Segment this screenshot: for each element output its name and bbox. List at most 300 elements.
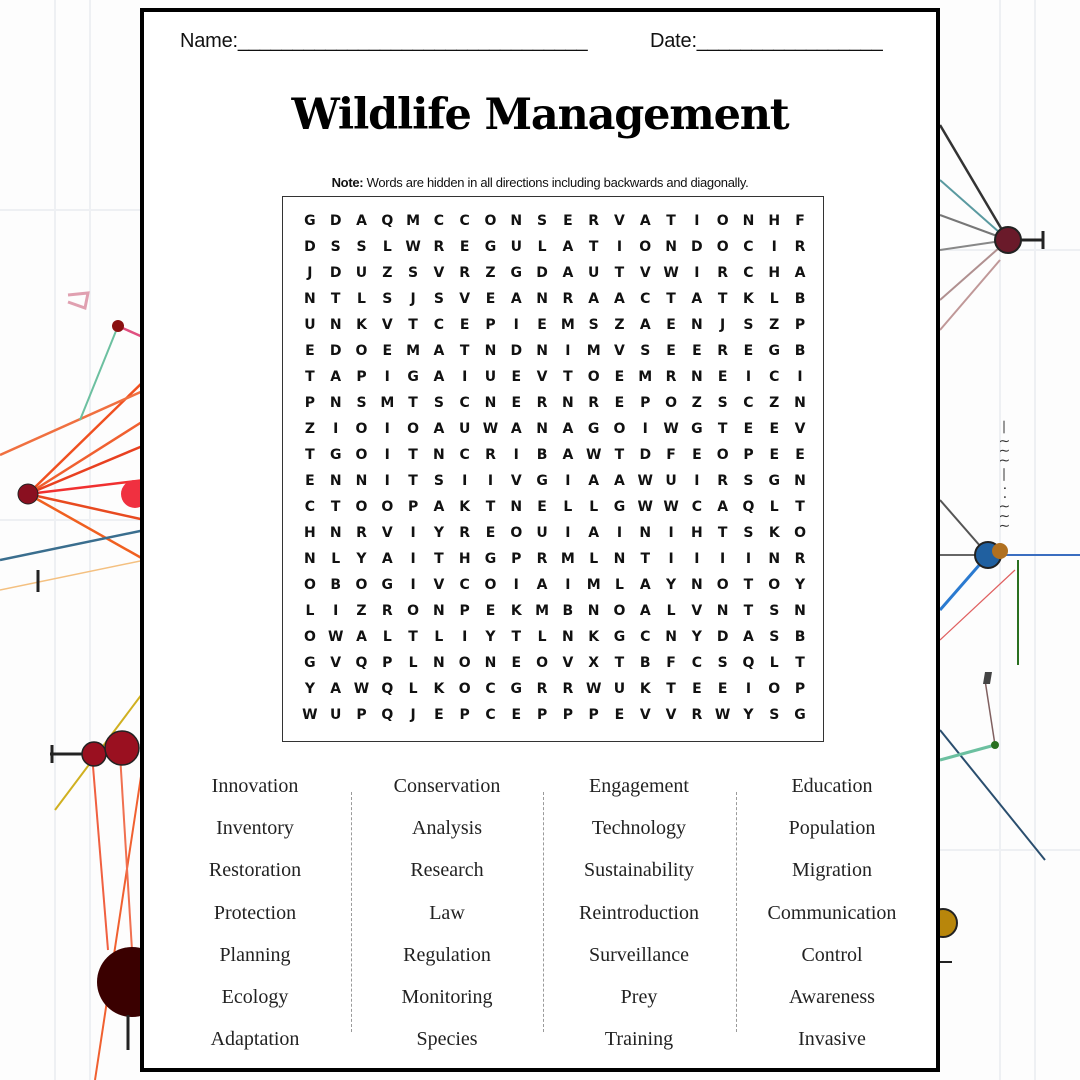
grid-letter[interactable]: E <box>563 213 573 229</box>
grid-letter[interactable]: D <box>536 265 548 281</box>
grid-letter[interactable]: L <box>382 239 392 255</box>
grid-letter[interactable]: V <box>794 421 806 437</box>
grid-letter[interactable]: N <box>329 395 342 411</box>
grid-letter[interactable]: I <box>668 551 674 567</box>
grid-letter[interactable]: L <box>408 655 418 671</box>
grid-letter[interactable]: O <box>768 681 781 697</box>
grid-letter[interactable]: T <box>717 421 728 437</box>
grid-letter[interactable]: T <box>614 447 625 463</box>
grid-letter[interactable]: L <box>434 629 444 645</box>
grid-letter[interactable]: C <box>459 447 470 463</box>
grid-letter[interactable]: O <box>639 239 652 255</box>
grid-letter[interactable]: I <box>384 473 390 489</box>
grid-letter[interactable]: I <box>410 551 416 567</box>
grid-letter[interactable]: N <box>794 473 806 489</box>
grid-letter[interactable]: I <box>797 369 803 385</box>
grid-letter[interactable]: V <box>639 707 651 723</box>
grid-letter[interactable]: G <box>304 655 316 671</box>
grid-letter[interactable]: I <box>384 447 390 463</box>
grid-letter[interactable]: V <box>433 577 445 593</box>
grid-letter[interactable]: G <box>484 551 497 567</box>
grid-letter[interactable]: A <box>381 551 393 567</box>
grid-letter[interactable]: R <box>536 681 548 697</box>
grid-letter[interactable]: O <box>716 577 729 593</box>
grid-letter[interactable]: Z <box>769 395 780 411</box>
grid-letter[interactable]: P <box>356 707 367 723</box>
grid-letter[interactable]: L <box>537 239 547 255</box>
grid-letter[interactable]: J <box>410 707 416 723</box>
grid-letter[interactable]: U <box>665 473 677 489</box>
grid-letter[interactable]: T <box>795 499 805 515</box>
grid-letter[interactable]: I <box>694 473 700 489</box>
grid-letter[interactable]: G <box>613 499 626 515</box>
grid-letter[interactable]: T <box>666 291 676 307</box>
grid-letter[interactable]: A <box>639 213 651 229</box>
grid-letter[interactable]: T <box>408 317 418 333</box>
grid-letter[interactable]: A <box>330 681 342 697</box>
grid-letter[interactable]: T <box>640 551 651 567</box>
grid-letter[interactable]: B <box>639 655 651 671</box>
grid-letter[interactable]: G <box>536 473 548 489</box>
grid-letter[interactable]: A <box>433 343 445 359</box>
grid-letter[interactable]: I <box>668 525 674 541</box>
grid-letter[interactable]: P <box>743 447 754 463</box>
grid-letter[interactable]: Z <box>614 317 625 333</box>
grid-letter[interactable]: K <box>768 525 780 541</box>
name-field[interactable]: Name:________________________________ <box>180 30 588 52</box>
grid-letter[interactable]: O <box>407 603 420 619</box>
grid-letter[interactable]: Z <box>769 317 780 333</box>
grid-letter[interactable]: G <box>691 421 703 437</box>
grid-letter[interactable]: W <box>482 421 499 437</box>
grid-letter[interactable]: S <box>537 213 548 229</box>
grid-letter[interactable]: Y <box>433 525 444 541</box>
grid-letter[interactable]: R <box>691 707 703 723</box>
grid-letter[interactable]: L <box>589 499 599 515</box>
grid-letter[interactable]: Q <box>381 213 394 229</box>
grid-letter[interactable]: E <box>459 317 470 333</box>
grid-letter[interactable]: R <box>459 265 471 281</box>
grid-letter[interactable]: C <box>459 213 470 229</box>
grid-letter[interactable]: I <box>565 525 571 541</box>
grid-letter[interactable]: S <box>769 629 780 645</box>
grid-letter[interactable]: R <box>562 291 574 307</box>
grid-letter[interactable]: D <box>510 343 523 359</box>
grid-letter[interactable]: A <box>433 421 445 437</box>
grid-letter[interactable]: L <box>769 499 779 515</box>
grid-letter[interactable]: V <box>330 655 342 671</box>
grid-letter[interactable]: S <box>433 395 444 411</box>
grid-letter[interactable]: O <box>355 577 368 593</box>
grid-letter[interactable]: E <box>717 681 728 697</box>
grid-letter[interactable]: I <box>565 343 571 359</box>
grid-letter[interactable]: A <box>639 577 651 593</box>
grid-letter[interactable]: C <box>640 629 651 645</box>
grid-letter[interactable]: Z <box>382 265 393 281</box>
grid-letter[interactable]: R <box>665 369 677 385</box>
grid-letter[interactable]: E <box>717 369 728 385</box>
grid-letter[interactable]: B <box>794 343 806 359</box>
grid-letter[interactable]: V <box>614 213 625 229</box>
date-field[interactable]: Date:_________________ <box>650 30 883 52</box>
grid-letter[interactable]: S <box>382 291 393 307</box>
grid-letter[interactable]: N <box>716 603 729 619</box>
grid-letter[interactable]: N <box>665 239 677 255</box>
grid-letter[interactable]: N <box>794 395 806 411</box>
grid-letter[interactable]: T <box>305 447 315 463</box>
grid-letter[interactable]: W <box>585 681 602 697</box>
grid-letter[interactable]: N <box>587 603 600 619</box>
grid-letter[interactable]: O <box>458 655 471 671</box>
grid-letter[interactable]: R <box>562 681 574 697</box>
grid-letter[interactable]: E <box>692 447 702 463</box>
grid-letter[interactable]: C <box>640 291 651 307</box>
grid-letter[interactable]: S <box>356 239 367 255</box>
grid-letter[interactable]: T <box>666 681 676 697</box>
grid-letter[interactable]: L <box>769 655 779 671</box>
grid-letter[interactable]: O <box>536 655 549 671</box>
grid-letter[interactable]: A <box>588 525 600 541</box>
grid-letter[interactable]: O <box>355 499 368 515</box>
grid-letter[interactable]: R <box>717 343 729 359</box>
grid-letter[interactable]: G <box>381 577 394 593</box>
grid-letter[interactable]: A <box>356 629 367 645</box>
grid-letter[interactable]: O <box>613 603 626 619</box>
grid-letter[interactable]: I <box>565 473 571 489</box>
grid-letter[interactable]: S <box>743 317 754 333</box>
grid-letter[interactable]: M <box>406 343 421 359</box>
grid-letter[interactable]: L <box>589 551 599 567</box>
grid-letter[interactable]: N <box>329 525 342 541</box>
grid-letter[interactable]: T <box>459 343 470 359</box>
grid-letter[interactable]: I <box>513 577 519 593</box>
grid-letter[interactable]: E <box>434 707 444 723</box>
grid-letter[interactable]: I <box>694 265 700 281</box>
grid-letter[interactable]: A <box>433 369 445 385</box>
grid-letter[interactable]: L <box>769 291 779 307</box>
grid-letter[interactable]: M <box>560 317 575 333</box>
grid-letter[interactable]: P <box>485 317 496 333</box>
grid-letter[interactable]: E <box>743 421 754 437</box>
grid-letter[interactable]: A <box>717 499 729 515</box>
grid-letter[interactable]: N <box>304 551 316 567</box>
grid-letter[interactable]: A <box>639 317 651 333</box>
grid-letter[interactable]: N <box>329 473 342 489</box>
grid-letter[interactable]: N <box>562 395 574 411</box>
grid-letter[interactable]: Y <box>356 551 367 567</box>
grid-letter[interactable]: P <box>459 707 470 723</box>
grid-letter[interactable]: Q <box>355 655 368 671</box>
grid-letter[interactable]: T <box>743 577 754 593</box>
grid-letter[interactable]: N <box>742 213 755 229</box>
grid-letter[interactable]: R <box>588 213 600 229</box>
grid-letter[interactable]: B <box>330 577 342 593</box>
grid-letter[interactable]: S <box>433 291 444 307</box>
grid-letter[interactable]: U <box>613 681 626 697</box>
grid-letter[interactable]: L <box>357 291 366 307</box>
grid-letter[interactable]: C <box>769 369 780 385</box>
grid-letter[interactable]: P <box>459 603 470 619</box>
grid-letter[interactable]: E <box>769 447 780 463</box>
grid-letter[interactable]: H <box>768 265 781 281</box>
grid-letter[interactable]: O <box>768 577 781 593</box>
grid-letter[interactable]: T <box>717 291 728 307</box>
grid-letter[interactable]: E <box>537 499 547 515</box>
grid-letter[interactable]: P <box>407 499 419 515</box>
grid-letter[interactable]: V <box>381 317 393 333</box>
grid-letter[interactable]: I <box>745 551 752 567</box>
grid-letter[interactable]: I <box>616 239 623 255</box>
grid-letter[interactable]: E <box>666 343 676 359</box>
grid-letter[interactable]: N <box>484 655 497 671</box>
grid-letter[interactable]: I <box>513 447 519 463</box>
grid-letter[interactable]: V <box>665 707 677 723</box>
grid-letter[interactable]: P <box>304 395 316 411</box>
grid-letter[interactable]: S <box>769 707 780 723</box>
grid-letter[interactable]: Y <box>691 629 702 645</box>
grid-letter[interactable]: M <box>560 551 575 567</box>
grid-letter[interactable]: O <box>716 239 729 255</box>
grid-letter[interactable]: W <box>585 447 602 463</box>
grid-letter[interactable]: N <box>433 655 445 671</box>
grid-letter[interactable]: G <box>613 629 626 645</box>
grid-letter[interactable]: E <box>537 317 547 333</box>
grid-letter[interactable]: R <box>794 551 806 567</box>
grid-letter[interactable]: D <box>304 239 316 255</box>
grid-letter[interactable]: G <box>768 343 780 359</box>
grid-letter[interactable]: Z <box>691 395 702 411</box>
grid-letter[interactable]: R <box>459 525 471 541</box>
grid-letter[interactable]: L <box>666 603 676 619</box>
grid-letter[interactable]: O <box>484 213 497 229</box>
grid-letter[interactable]: M <box>638 369 653 385</box>
grid-letter[interactable]: N <box>639 525 652 541</box>
grid-letter[interactable]: I <box>487 473 494 489</box>
grid-letter[interactable]: E <box>666 317 676 333</box>
grid-letter[interactable]: Q <box>742 499 755 515</box>
grid-letter[interactable]: H <box>458 551 471 567</box>
grid-letter[interactable]: T <box>511 629 522 645</box>
grid-letter[interactable]: E <box>511 655 522 671</box>
grid-letter[interactable]: T <box>795 655 805 671</box>
grid-letter[interactable]: S <box>588 317 599 333</box>
grid-letter[interactable]: N <box>433 603 445 619</box>
grid-letter[interactable]: W <box>302 707 318 723</box>
grid-letter[interactable]: V <box>381 525 393 541</box>
grid-letter[interactable]: I <box>410 525 416 541</box>
grid-letter[interactable]: N <box>510 213 523 229</box>
grid-letter[interactable]: N <box>794 603 806 619</box>
grid-letter[interactable]: T <box>330 291 341 307</box>
grid-letter[interactable]: N <box>484 395 497 411</box>
grid-letter[interactable]: Z <box>304 421 315 437</box>
grid-letter[interactable]: K <box>639 681 651 697</box>
grid-letter[interactable]: R <box>433 239 445 255</box>
grid-letter[interactable]: O <box>355 421 368 437</box>
grid-letter[interactable]: V <box>614 343 625 359</box>
grid-letter[interactable]: N <box>690 577 703 593</box>
grid-letter[interactable]: E <box>769 421 780 437</box>
grid-letter[interactable]: O <box>665 395 677 411</box>
grid-letter[interactable]: N <box>536 291 548 307</box>
grid-letter[interactable]: Z <box>485 265 496 281</box>
grid-letter[interactable]: Q <box>381 681 394 697</box>
grid-letter[interactable]: U <box>304 317 316 333</box>
grid-letter[interactable]: I <box>745 681 752 697</box>
grid-letter[interactable]: N <box>510 499 523 515</box>
grid-letter[interactable]: H <box>690 525 703 541</box>
grid-letter[interactable]: W <box>663 265 679 281</box>
grid-letter[interactable]: Y <box>304 681 315 697</box>
grid-letter[interactable]: U <box>510 239 522 255</box>
grid-letter[interactable]: G <box>510 265 523 281</box>
grid-letter[interactable]: S <box>717 395 728 411</box>
grid-letter[interactable]: E <box>614 395 625 411</box>
grid-letter[interactable]: I <box>384 421 390 437</box>
grid-letter[interactable]: N <box>536 343 548 359</box>
grid-letter[interactable]: P <box>588 707 599 723</box>
grid-letter[interactable]: T <box>717 525 728 541</box>
grid-letter[interactable]: W <box>663 499 679 515</box>
grid-letter[interactable]: P <box>382 655 393 671</box>
grid-letter[interactable]: N <box>690 369 703 385</box>
grid-letter[interactable]: S <box>717 655 728 671</box>
grid-letter[interactable]: P <box>511 551 522 567</box>
grid-letter[interactable]: F <box>795 213 805 229</box>
grid-letter[interactable]: A <box>614 473 625 489</box>
grid-letter[interactable]: H <box>304 525 316 541</box>
grid-letter[interactable]: R <box>536 395 548 411</box>
grid-letter[interactable]: U <box>458 421 471 437</box>
grid-letter[interactable]: N <box>562 629 574 645</box>
grid-letter[interactable]: N <box>329 317 342 333</box>
grid-letter[interactable]: B <box>794 629 806 645</box>
grid-letter[interactable]: L <box>408 681 418 697</box>
grid-letter[interactable]: O <box>407 421 420 437</box>
grid-letter[interactable]: A <box>562 265 574 281</box>
grid-letter[interactable]: E <box>511 369 522 385</box>
grid-letter[interactable]: Y <box>665 577 677 593</box>
grid-letter[interactable]: I <box>642 421 648 437</box>
grid-letter[interactable]: L <box>615 577 624 593</box>
grid-letter[interactable]: T <box>666 213 676 229</box>
grid-letter[interactable]: S <box>433 473 444 489</box>
grid-letter[interactable]: O <box>355 343 368 359</box>
grid-letter[interactable]: E <box>614 369 625 385</box>
grid-letter[interactable]: I <box>694 551 700 567</box>
grid-letter[interactable]: T <box>614 265 625 281</box>
grid-letter[interactable]: R <box>717 473 729 489</box>
grid-letter[interactable]: E <box>485 291 496 307</box>
grid-letter[interactable]: L <box>537 629 547 645</box>
grid-letter[interactable]: A <box>639 603 651 619</box>
grid-letter[interactable]: C <box>691 499 702 515</box>
grid-letter[interactable]: V <box>639 265 651 281</box>
grid-letter[interactable]: D <box>716 629 729 645</box>
grid-letter[interactable]: N <box>433 447 445 463</box>
grid-letter[interactable]: C <box>304 499 316 515</box>
grid-letter[interactable]: V <box>510 473 522 489</box>
grid-letter[interactable]: D <box>329 265 342 281</box>
grid-letter[interactable]: A <box>691 291 703 307</box>
grid-letter[interactable]: M <box>586 577 601 593</box>
grid-letter[interactable]: E <box>692 681 702 697</box>
grid-letter[interactable]: B <box>562 603 574 619</box>
grid-letter[interactable]: M <box>380 395 395 411</box>
grid-letter[interactable]: P <box>794 317 806 333</box>
grid-letter[interactable]: Y <box>485 629 496 645</box>
grid-letter[interactable]: G <box>587 421 600 437</box>
grid-letter[interactable]: W <box>405 239 421 255</box>
grid-letter[interactable]: S <box>408 265 419 281</box>
grid-letter[interactable]: J <box>720 317 726 333</box>
grid-letter[interactable]: V <box>691 603 703 619</box>
grid-letter[interactable]: G <box>329 447 342 463</box>
grid-letter[interactable]: I <box>694 213 700 229</box>
grid-letter[interactable]: X <box>588 655 600 671</box>
grid-letter[interactable]: E <box>485 603 496 619</box>
grid-letter[interactable]: N <box>355 473 368 489</box>
grid-letter[interactable]: C <box>743 395 754 411</box>
grid-letter[interactable]: C <box>433 213 445 229</box>
grid-letter[interactable]: A <box>536 577 548 593</box>
grid-letter[interactable]: Y <box>743 707 754 723</box>
grid-letter[interactable]: O <box>587 369 600 385</box>
grid-letter[interactable]: W <box>663 421 679 437</box>
grid-letter[interactable]: V <box>433 265 445 281</box>
grid-letter[interactable]: I <box>384 369 390 385</box>
grid-letter[interactable]: C <box>691 655 702 671</box>
grid-letter[interactable]: C <box>743 239 754 255</box>
grid-letter[interactable]: A <box>562 239 574 255</box>
grid-letter[interactable]: V <box>562 655 574 671</box>
grid-letter[interactable]: K <box>459 499 471 515</box>
grid-letter[interactable]: O <box>716 213 729 229</box>
grid-letter[interactable]: D <box>639 447 652 463</box>
grid-letter[interactable]: I <box>513 317 519 333</box>
grid-letter[interactable]: G <box>407 369 419 385</box>
grid-letter[interactable]: I <box>720 551 726 567</box>
grid-letter[interactable]: C <box>485 707 496 723</box>
grid-letter[interactable]: T <box>614 655 625 671</box>
grid-letter[interactable]: C <box>743 265 754 281</box>
grid-letter[interactable]: O <box>716 447 729 463</box>
grid-letter[interactable]: R <box>381 603 393 619</box>
grid-letter[interactable]: U <box>484 369 497 385</box>
grid-letter[interactable]: E <box>795 447 805 463</box>
grid-letter[interactable]: R <box>536 551 548 567</box>
grid-letter[interactable]: A <box>614 291 625 307</box>
grid-letter[interactable]: U <box>355 265 368 281</box>
grid-letter[interactable]: T <box>434 551 444 567</box>
grid-letter[interactable]: K <box>433 681 445 697</box>
grid-letter[interactable]: R <box>485 447 496 463</box>
grid-letter[interactable]: P <box>536 707 548 723</box>
grid-letter[interactable]: R <box>588 395 600 411</box>
grid-letter[interactable]: I <box>333 603 339 619</box>
grid-letter[interactable]: J <box>307 265 313 281</box>
grid-letter[interactable]: W <box>637 473 653 489</box>
grid-letter[interactable]: F <box>666 655 676 671</box>
grid-letter[interactable]: E <box>305 343 315 359</box>
grid-letter[interactable]: C <box>459 395 470 411</box>
grid-letter[interactable]: O <box>794 525 806 541</box>
grid-letter[interactable]: A <box>562 421 574 437</box>
grid-letter[interactable]: G <box>794 707 806 723</box>
grid-letter[interactable]: F <box>666 447 676 463</box>
grid-letter[interactable]: I <box>616 525 623 541</box>
grid-letter[interactable]: L <box>563 499 573 515</box>
